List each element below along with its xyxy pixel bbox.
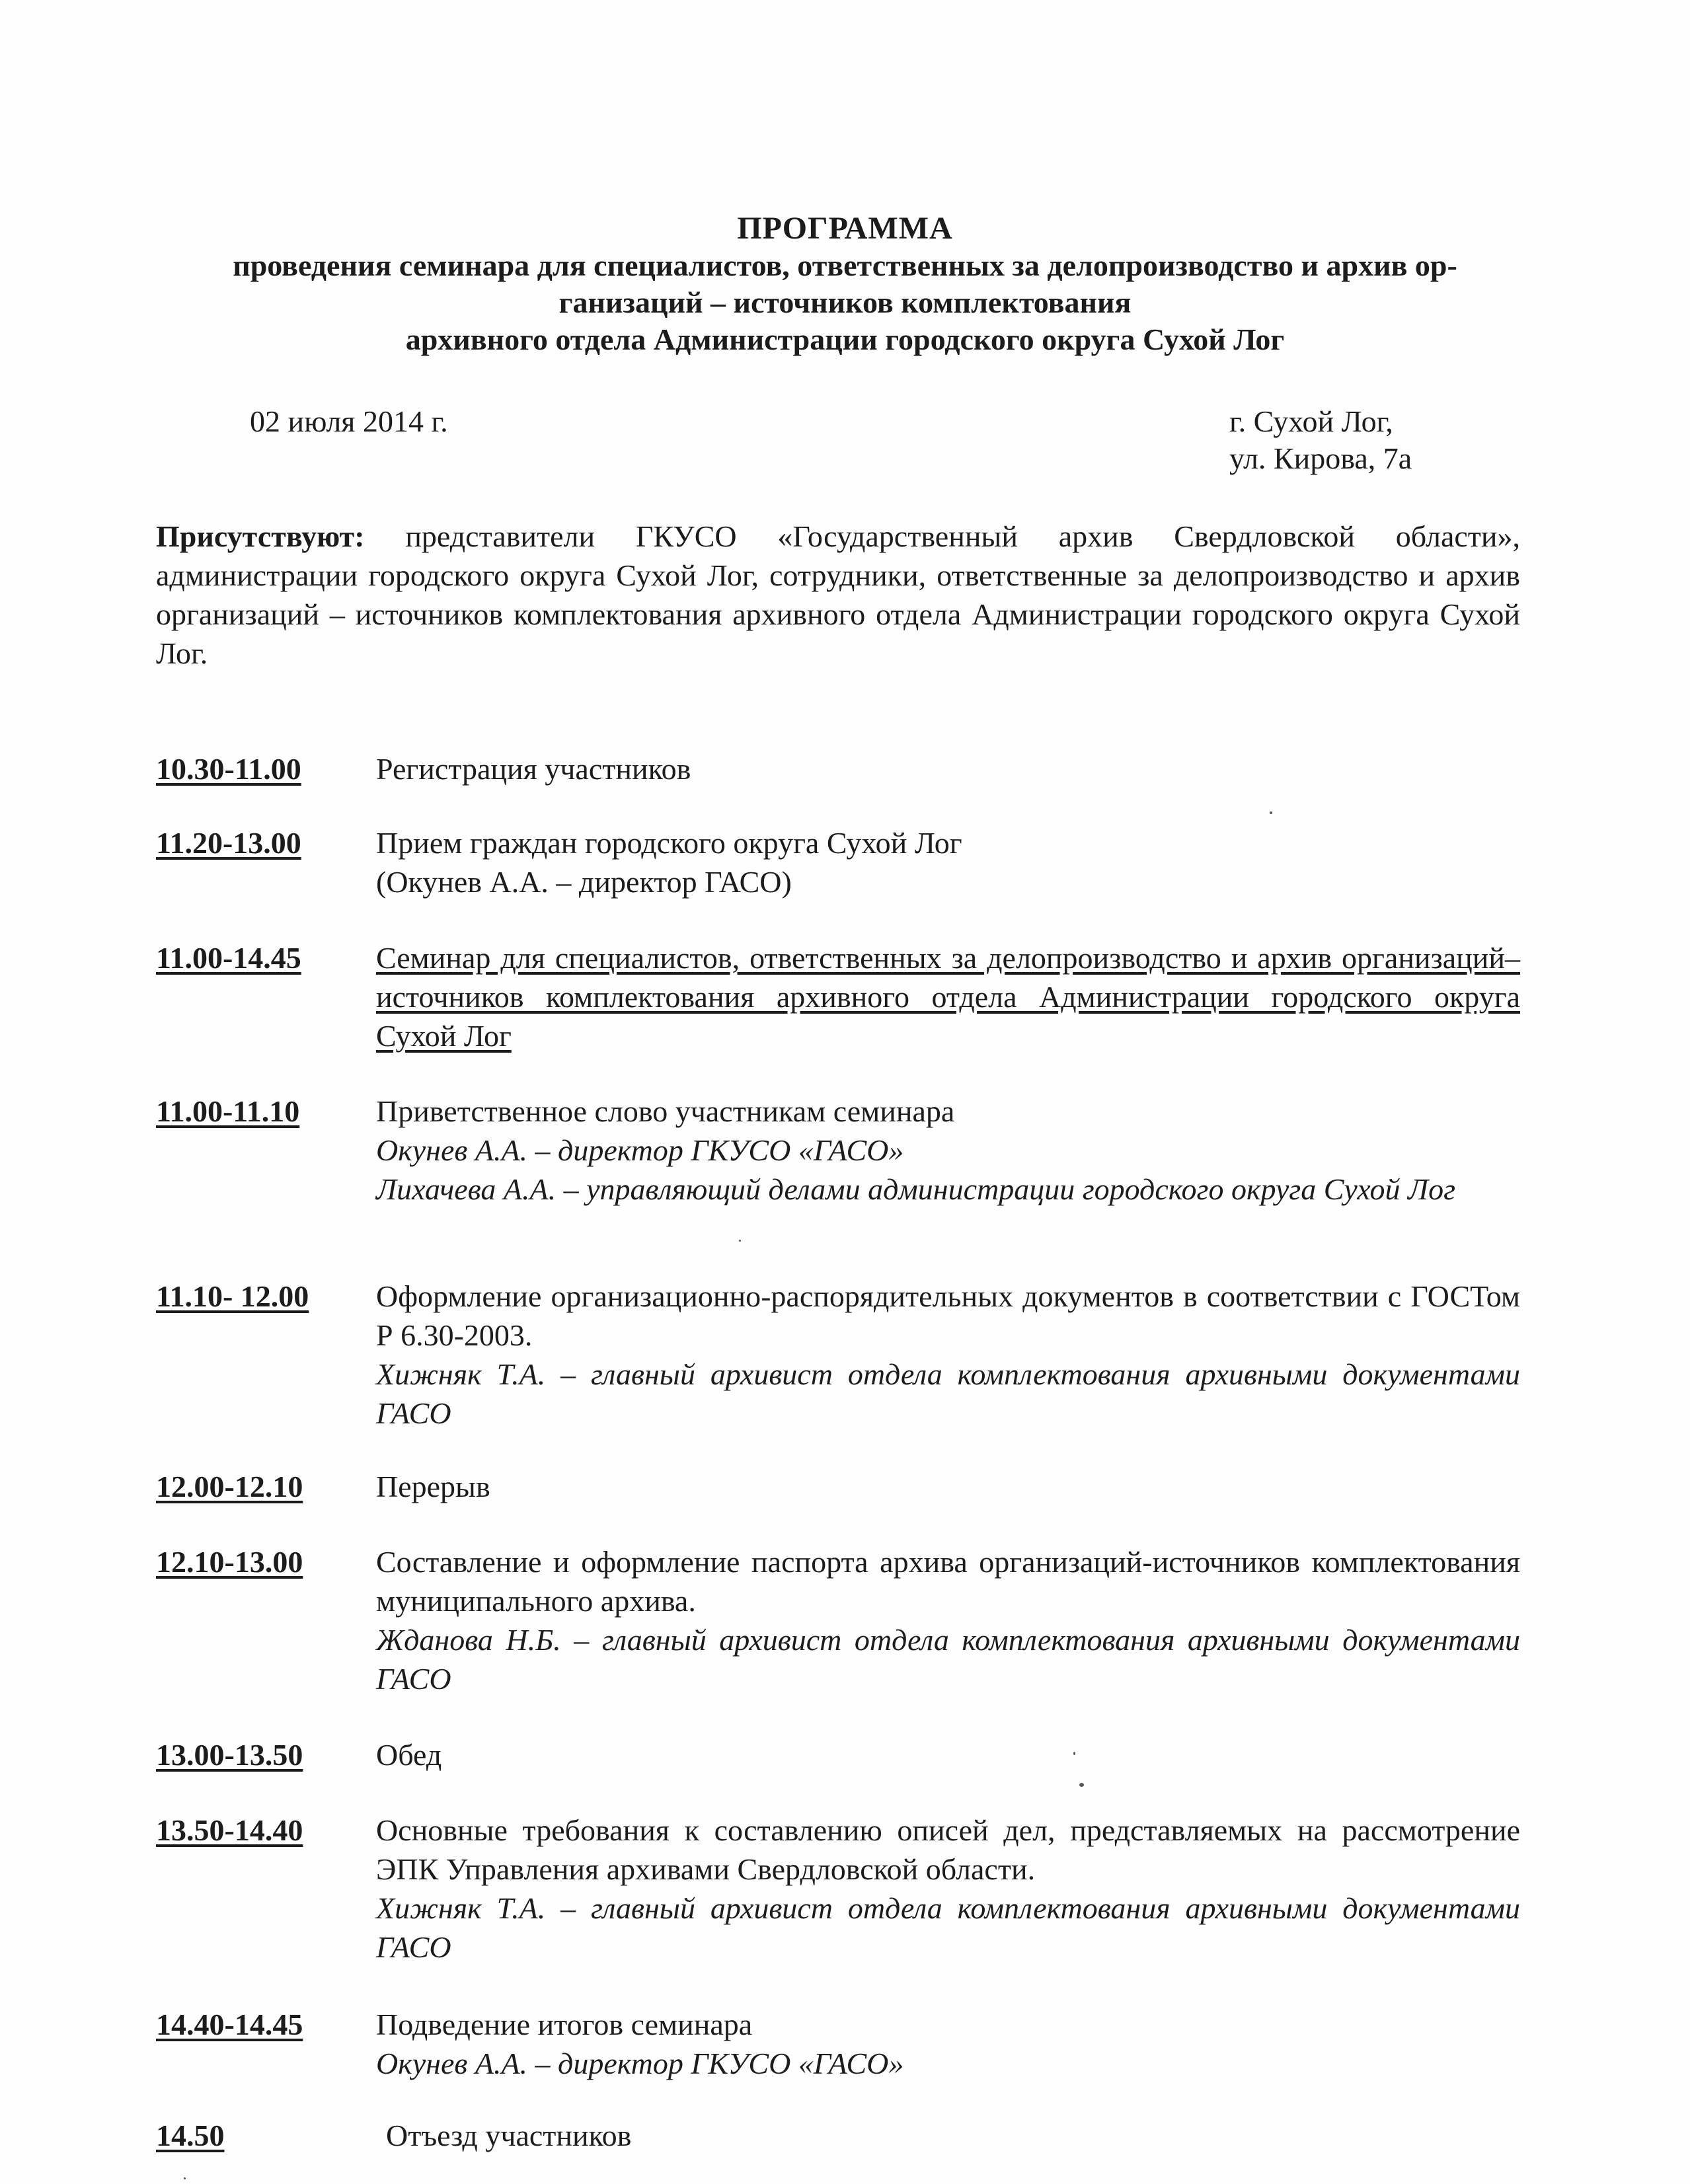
agenda-title: Прием граждан городского округа Сухой Лог: [376, 826, 962, 860]
agenda-title: Основные требования к составлению описей дел, представляемых на рассмотрение ЭПК Управления архивами Свердловской области.: [376, 1813, 1520, 1886]
agenda-content: [376, 1811, 1520, 1967]
agenda-content: [376, 1092, 1520, 1209]
event-place-street: ул. Кирова, 7а: [1229, 441, 1412, 475]
agenda-speaker: Окунев А.А. – директор ГКУСО «ГАСО»: [376, 1133, 904, 1167]
agenda-title: Перерыв: [376, 1470, 490, 1503]
agenda-time: 10.30-11.00: [156, 752, 301, 786]
agenda-title: Подведение итогов семинара: [376, 2008, 753, 2041]
agenda-content: [376, 1277, 1520, 1433]
agenda-time: 13.00-13.50: [156, 1738, 303, 1772]
agenda-title: Приветственное слово участникам семинара: [376, 1094, 955, 1128]
document-title: ПРОГРАММА: [737, 211, 953, 246]
agenda-speaker: Хижняк Т.А. – главный архивист отдела комплектования архивными документами ГАСО: [376, 1357, 1520, 1430]
agenda-content: [376, 1467, 1520, 1506]
scan-speck: [1270, 811, 1272, 814]
agenda-title: Регистрация участников: [376, 752, 691, 786]
document-header: [0, 210, 1690, 358]
attendees-text: представители ГКУСО «Государственный архив Свердловской области», администрации городского округа Сухой Лог, сотрудники, ответственные за делопроизводство и архив организаций – источников комплектования архивного отдела Администрации городского округа Сухой Лог.: [156, 519, 1520, 670]
scan-speck: [184, 2177, 186, 2179]
agenda-title: Оформление организационно-распорядительных документов в соответствии с ГОСТом Р 6.30-2003.: [376, 1279, 1520, 1352]
agenda-speaker: Окунев А.А. – директор ГКУСО «ГАСО»: [376, 2047, 904, 2080]
agenda-time: 14.50: [156, 2119, 225, 2152]
agenda-content: [376, 938, 1520, 1055]
agenda-time: 12.10-13.00: [156, 1545, 303, 1579]
scan-speck: [1073, 1752, 1075, 1755]
scan-speck: [1079, 1783, 1084, 1787]
document-subtitle-line-2: ганизаций – источников комплектования: [558, 285, 1132, 319]
agenda-content: [376, 823, 1520, 901]
agenda-content: [376, 749, 1520, 788]
agenda-title: Семинар для специалистов, ответственных за делопроизводство и архив организаций–источников комплектования архивного отдела Администрации городского округа Сухой Лог: [376, 941, 1520, 1053]
agenda-title: Обед: [376, 1738, 442, 1772]
agenda-content: [376, 1542, 1520, 1698]
agenda-time: 11.00-11.10: [156, 1094, 300, 1128]
agenda-speaker: Жданова Н.Б. – главный архивист отдела комплектования архивными документами ГАСО: [376, 1623, 1520, 1696]
agenda-time: 11.20-13.00: [156, 826, 301, 860]
agenda-speaker: Лихачева А.А. – управляющий делами администрации городского округа Сухой Лог: [376, 1172, 1456, 1206]
agenda-content: [376, 1735, 1520, 1774]
document-subtitle-line-1: проведения семинара для специалистов, ответственных за делопроизводство и архив ор-: [233, 248, 1457, 282]
attendees-paragraph: [156, 517, 1520, 673]
agenda-title: Составление и оформление паспорта архива организаций-источников комплектования муниципального архива.: [376, 1545, 1520, 1618]
agenda-speaker: Хижняк Т.А. – главный архивист отдела комплектования архивными документами ГАСО: [376, 1891, 1520, 1964]
agenda-note: (Окунев А.А. – директор ГАСО): [376, 865, 792, 899]
agenda-time: 12.00-12.10: [156, 1470, 303, 1503]
agenda-title: Отъезд участников: [386, 2119, 632, 2152]
agenda-content: [386, 2116, 1530, 2155]
event-place: [1229, 403, 1412, 477]
agenda-time: 14.40-14.45: [156, 2008, 303, 2041]
event-date: 02 июля 2014 г.: [250, 404, 448, 438]
agenda-time: 11.00-14.45: [156, 941, 301, 975]
event-place-city: г. Сухой Лог,: [1229, 404, 1393, 438]
document-subtitle-line-3: архивного отдела Администрации городского округа Сухой Лог: [405, 322, 1285, 356]
scan-speck: [739, 1240, 741, 1242]
agenda-content: [376, 2005, 1520, 2083]
attendees-label: Присутствуют:: [156, 519, 365, 553]
agenda-time: 11.10- 12.00: [156, 1279, 309, 1313]
agenda-time: 13.50-14.40: [156, 1813, 303, 1847]
